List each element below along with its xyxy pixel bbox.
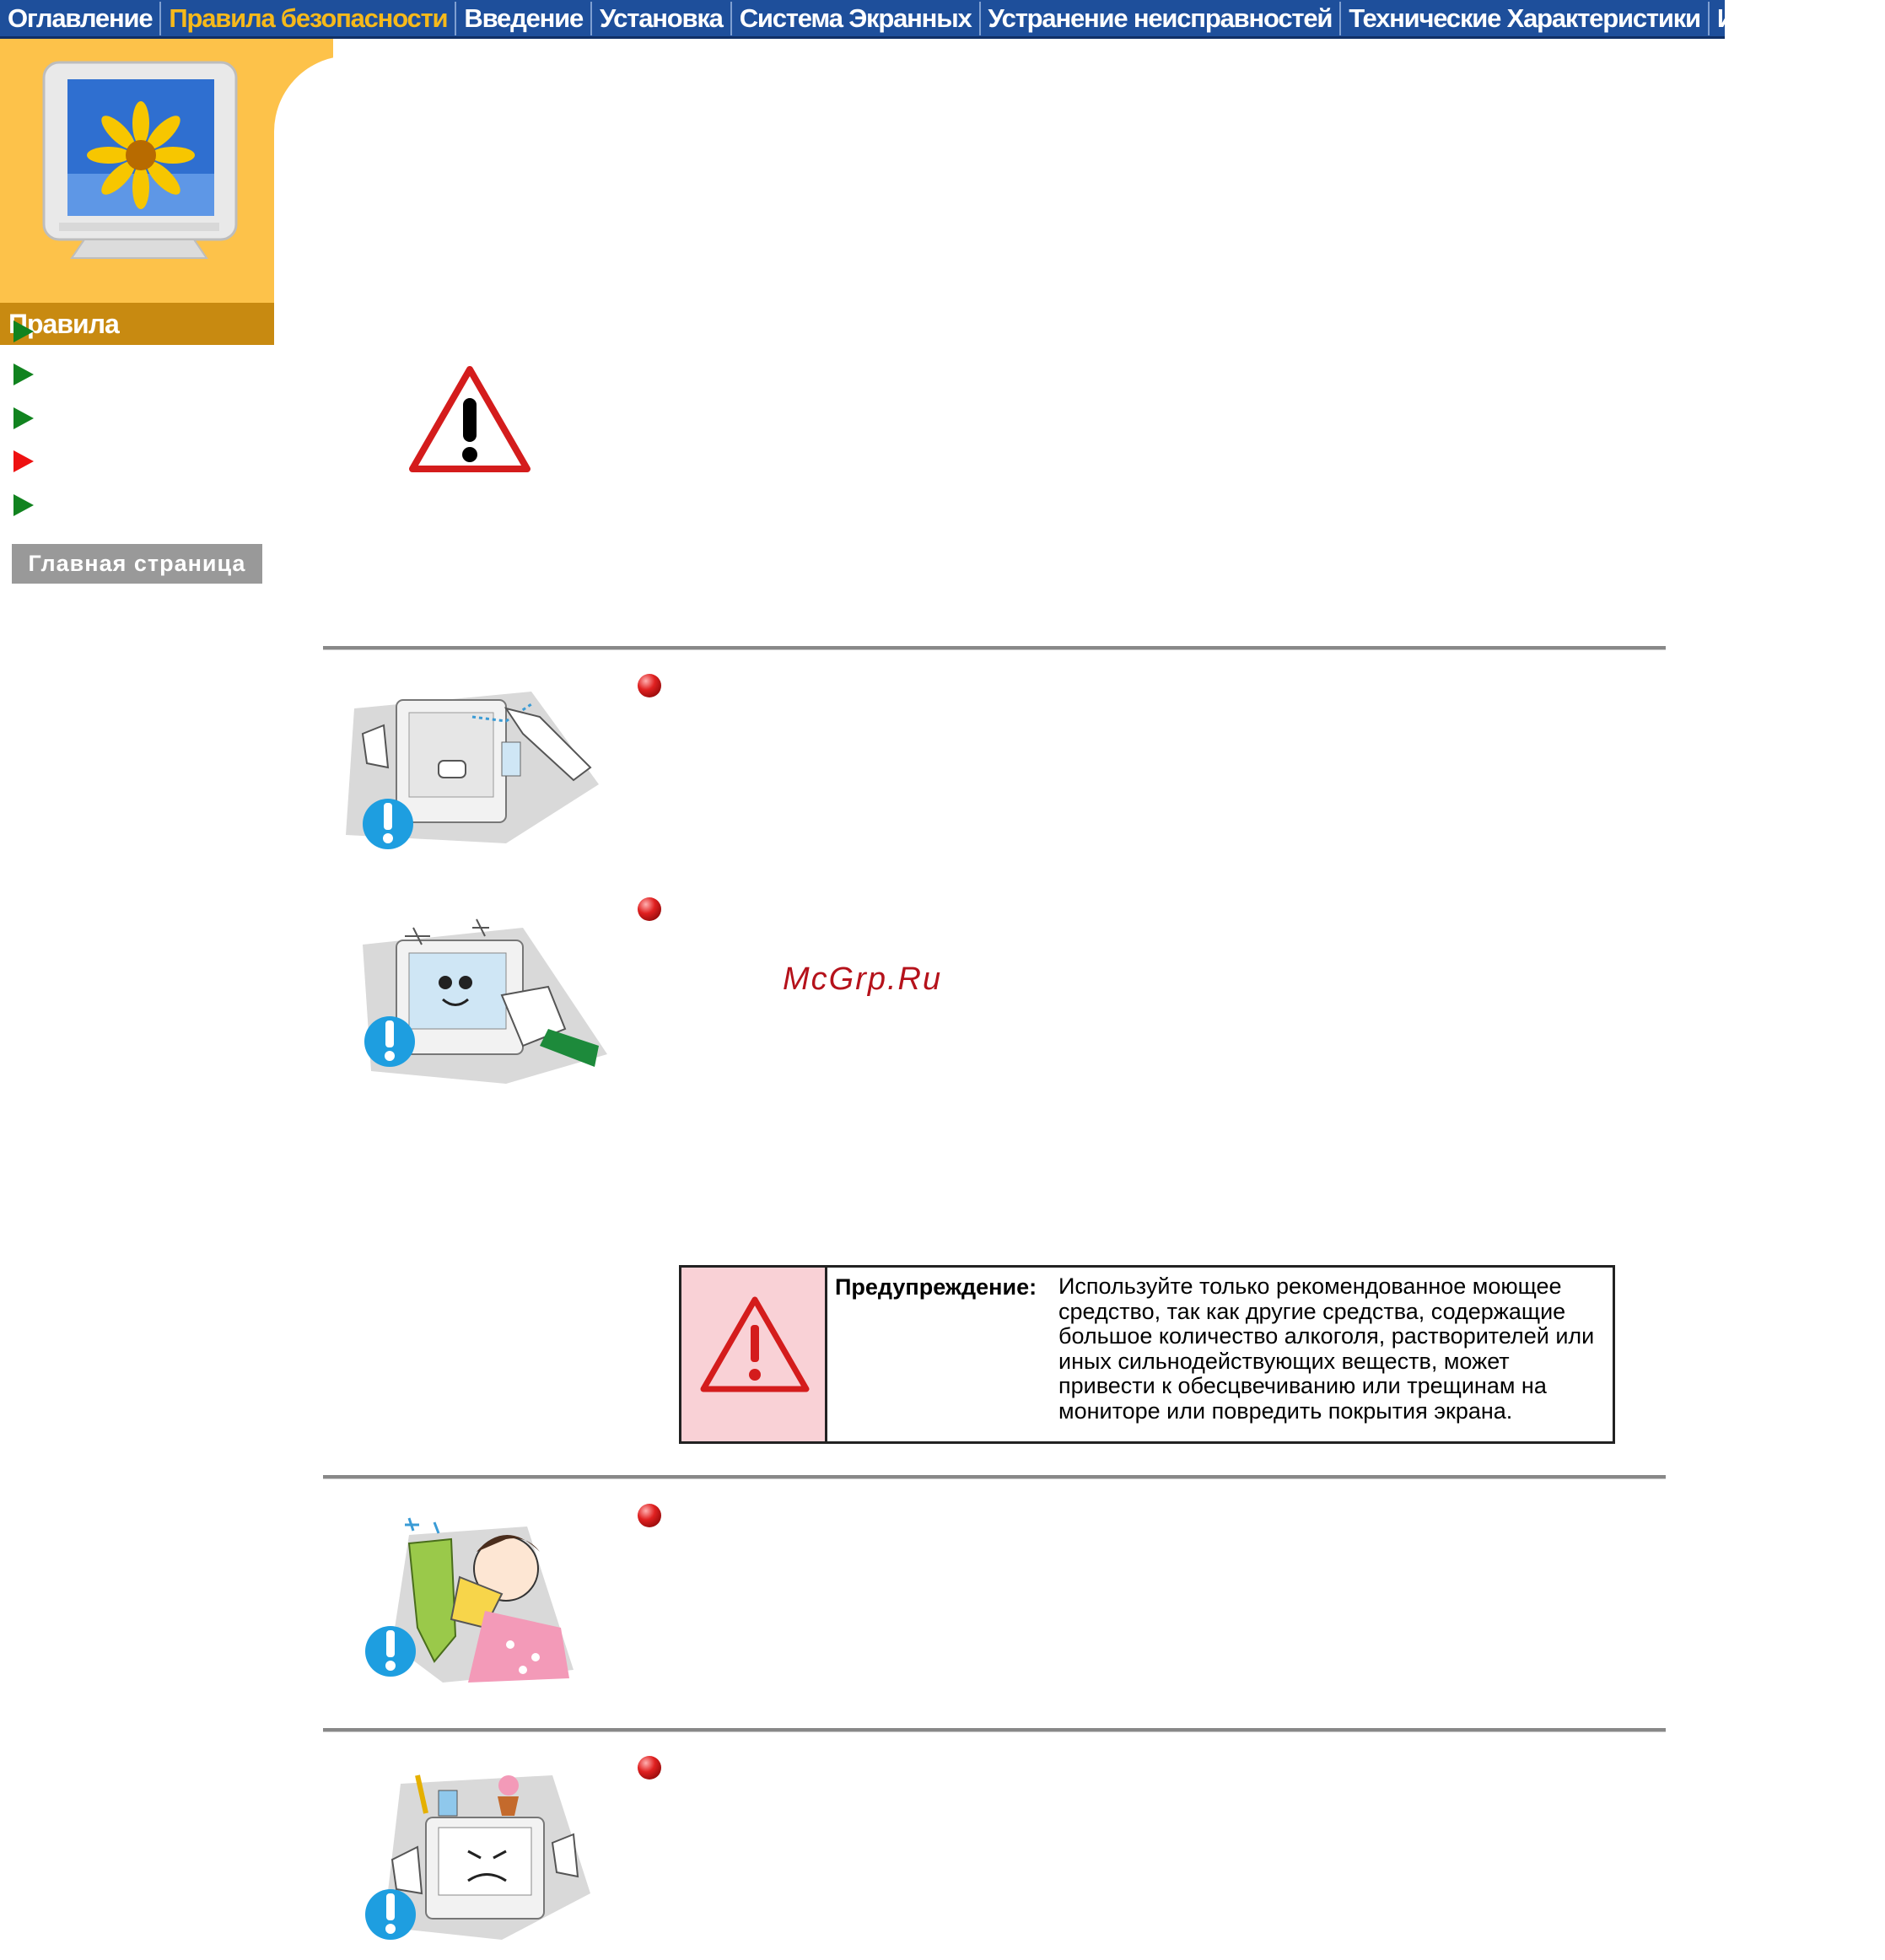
clean-plug-illustration — [358, 1518, 578, 1687]
spray-monitor-illustration — [337, 683, 607, 852]
home-page-button[interactable]: Главная страница — [12, 544, 262, 584]
nav-item-setup[interactable]: Установка — [592, 2, 732, 35]
bullet-icon — [638, 674, 661, 697]
wipe-monitor-illustration — [354, 911, 607, 1088]
nav-item-contents[interactable]: Оглавление — [0, 2, 161, 35]
warning-box-icon-panel — [681, 1268, 827, 1441]
objects-on-monitor-illustration — [358, 1767, 595, 1944]
top-nav-bar — [0, 0, 1877, 39]
green-arrow-icon[interactable] — [13, 320, 34, 342]
bullet-icon — [638, 1756, 661, 1780]
nav-item-introduction[interactable]: Введение — [456, 2, 592, 35]
nav-item-information[interactable]: Информации — [1716, 3, 1877, 33]
nav-item-troubleshooting[interactable]: Устранение неисправностей — [981, 2, 1342, 35]
watermark-text: McGrp.Ru — [783, 961, 943, 997]
nav-item-osd[interactable]: Система Экранных — [732, 2, 981, 35]
warning-label: Предупреждение: — [835, 1274, 1037, 1300]
bullet-icon — [638, 1504, 661, 1527]
sidebar-header — [0, 39, 333, 381]
nav-item-safety[interactable]: Правила безопасности — [161, 2, 456, 35]
monitor-sunflower-icon — [25, 56, 253, 271]
divider — [323, 1475, 1666, 1479]
green-arrow-icon[interactable] — [13, 363, 34, 385]
green-arrow-icon[interactable] — [13, 494, 34, 516]
green-arrow-icon[interactable] — [13, 407, 34, 429]
divider — [323, 646, 1666, 650]
warning-text: Используйте только рекомендованное моющее средство, так как другие средства, содержащие большое количество алкоголя, растворителей или иных сильнодействующих веществ, может привести к обесцвечиванию или трещинам на мониторе или повредить покрытия экрана. — [1058, 1273, 1595, 1424]
warning-box — [679, 1265, 1615, 1444]
divider — [323, 1728, 1666, 1732]
bullet-icon — [638, 897, 661, 921]
sidebar-curve-cut — [274, 56, 375, 309]
section-title-band: Правила безопасности — [0, 303, 274, 345]
warning-triangle-icon — [407, 364, 532, 476]
red-arrow-icon[interactable] — [13, 450, 34, 472]
warning-triangle-icon — [698, 1293, 812, 1396]
nav-item-specifications[interactable]: Технические Характеристики — [1341, 2, 1710, 35]
